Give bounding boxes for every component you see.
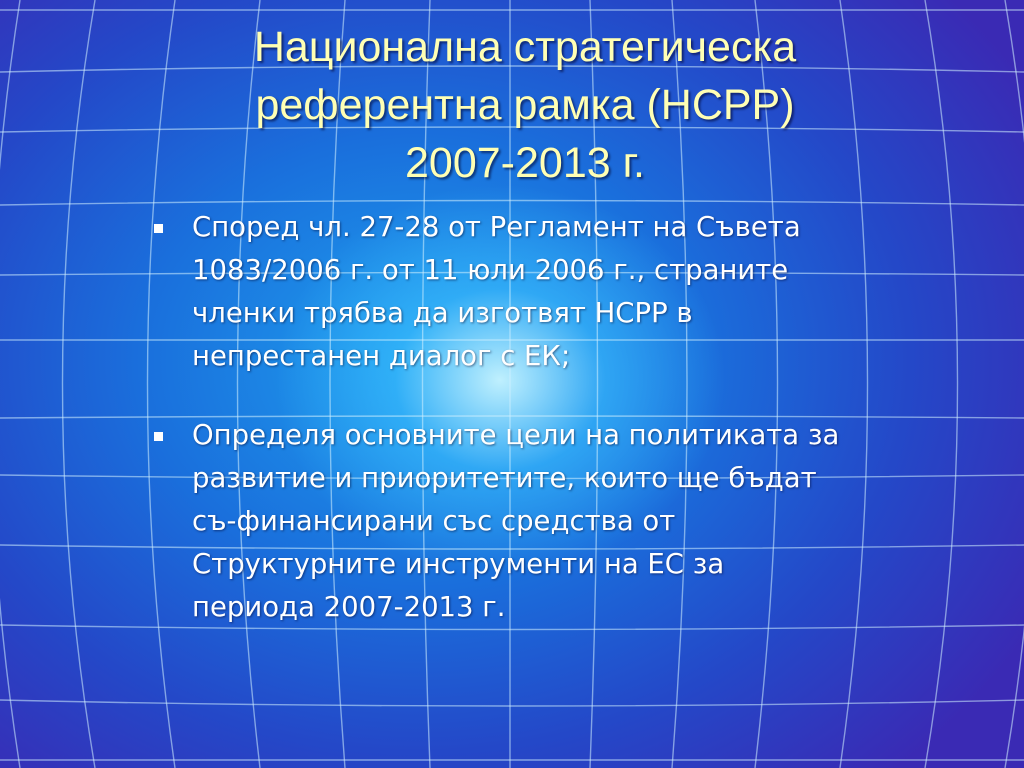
bullet-line: непрестанен диалог с ЕК;: [192, 340, 571, 372]
bullet-line: Структурните инструменти на ЕС за: [192, 548, 725, 580]
bullet-line: 1083/2006 г. от 11 юли 2006 г., страните: [192, 254, 789, 286]
square-bullet-icon: [154, 224, 163, 233]
title-line: 2007-2013 г.: [405, 139, 645, 187]
bullet-line: Според чл. 27-28 от Регламент на Съвета: [192, 211, 801, 243]
bullet-item: [150, 414, 990, 629]
square-bullet-icon: [154, 432, 163, 441]
bullet-line: Определя основните цели на политиката за: [192, 419, 840, 451]
bullet-list: [150, 206, 990, 629]
bullet-line: периода 2007-2013 г.: [192, 591, 506, 623]
bullet-line: развитие и приоритетите, които ще бъдат: [192, 462, 817, 494]
bullet-item: [150, 206, 990, 378]
title-line: референтна рамка (НСРР): [255, 81, 795, 129]
slide-title: [130, 18, 920, 192]
title-line: Национална стратегическа: [253, 23, 797, 71]
bullet-line: членки трябва да изготвят НСРР в: [192, 297, 693, 329]
bullet-line: съ-финансирани със средства от: [192, 505, 676, 537]
